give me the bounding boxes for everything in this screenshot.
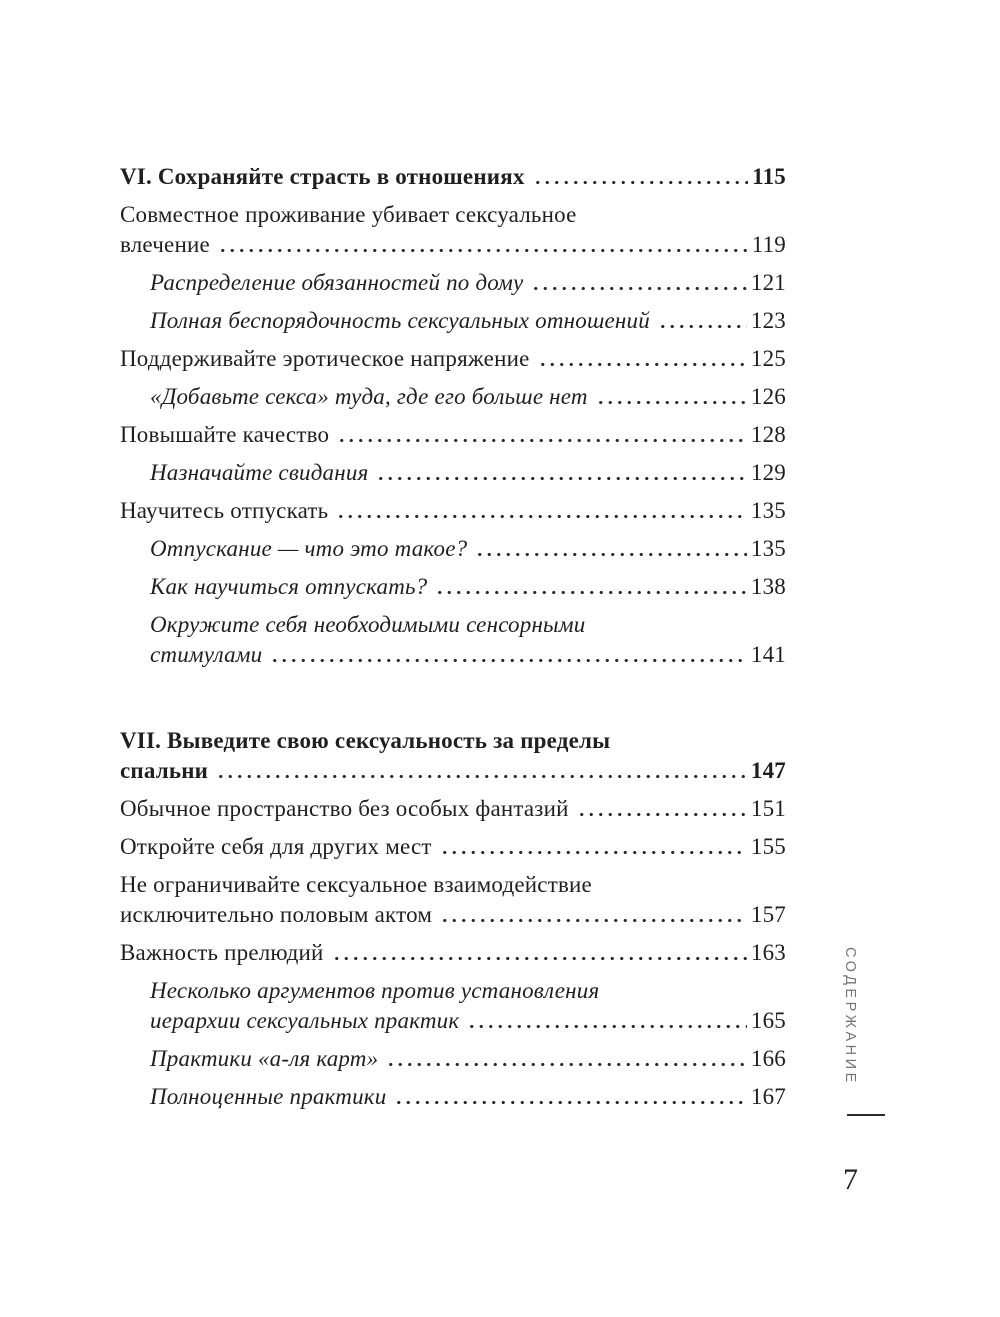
dot-leader (337, 437, 747, 442)
dot-leader (376, 475, 746, 480)
toc-entry-page: 141 (750, 642, 786, 667)
toc-entry-page: 138 (750, 574, 786, 599)
toc-entry-title: Как научиться отпускать? (150, 574, 428, 599)
toc-entry-title: Отпускание — что это такое? (150, 536, 468, 561)
dot-leader (440, 917, 747, 922)
toc-entry-title: Научитесь отпускать (120, 498, 329, 523)
toc-entry-line (120, 794, 786, 824)
dot-leader (270, 657, 747, 662)
toc-entry (120, 458, 786, 488)
toc-entry-line (150, 306, 786, 336)
toc-entry-line (150, 534, 786, 564)
dot-leader (440, 849, 747, 854)
toc-entry (120, 1044, 786, 1074)
dot-leader (596, 399, 747, 404)
toc-entry-line (120, 496, 786, 526)
toc-entry-page: 166 (750, 1046, 786, 1071)
toc-entry-continuation: Совместное проживание убивает сексуальное (120, 202, 577, 227)
toc-entry-page: 129 (750, 460, 786, 485)
toc-entry (120, 420, 786, 450)
toc-entry-page: 155 (750, 834, 786, 859)
dot-leader (394, 1099, 746, 1104)
dot-leader (218, 247, 748, 252)
dot-leader (332, 955, 747, 960)
toc-entry-continuation: Окружите себя необходимыми сенсорными (150, 612, 586, 637)
toc-entry (120, 496, 786, 526)
toc-entry (120, 344, 786, 374)
dot-leader (538, 361, 747, 366)
toc (120, 162, 786, 1120)
running-title-vertical: СОДЕРЖАНИЕ (842, 947, 858, 1086)
toc-entry-page: 115 (752, 164, 786, 189)
toc-entry-title: Практики «а-ля карт» (150, 1046, 379, 1071)
toc-entry (120, 382, 786, 412)
toc-entry-line (150, 572, 786, 602)
toc-entry (120, 870, 786, 930)
toc-entry (120, 1082, 786, 1112)
toc-entry-continuation: Не ограничивайте сексуальное взаимодействие (120, 872, 592, 897)
toc-entry-line (150, 1082, 786, 1112)
toc-entry-title: Обычное пространство без особых фантазий (120, 796, 569, 821)
toc-entry (120, 938, 786, 968)
dot-leader (533, 179, 749, 184)
toc-entry-line (120, 420, 786, 450)
toc-entry-title: Полная беспорядочность сексуальных отношений (150, 308, 650, 333)
toc-entry-line (120, 230, 786, 260)
dot-leader (435, 589, 747, 594)
toc-entry-page: 135 (750, 536, 786, 561)
toc-entry-title: Повышайте качество (120, 422, 330, 447)
toc-entry (120, 610, 786, 670)
toc-entry (120, 976, 786, 1036)
toc-entry-page: 151 (750, 796, 786, 821)
toc-entry-title: «Добавьте секса» туда, где его больше нет (150, 384, 588, 409)
toc-entry (120, 200, 786, 260)
toc-entry-page: 135 (750, 498, 786, 523)
dot-leader (531, 285, 746, 290)
toc-entry-page: 165 (750, 1008, 786, 1033)
toc-entry-page: 163 (750, 940, 786, 965)
toc-entry-title: Распределение обязанностей по дому (150, 270, 524, 295)
toc-entry-line (150, 268, 786, 298)
toc-entry-line (120, 162, 786, 192)
toc-entry (120, 534, 786, 564)
toc-entry-line (150, 1044, 786, 1074)
dot-leader (658, 323, 747, 328)
toc-entry-line (120, 900, 786, 930)
toc-entry-title: исключительно половым актом (120, 902, 433, 927)
toc-entry (120, 726, 786, 786)
toc-entry-line (120, 832, 786, 862)
toc-entry-title: спальни (120, 758, 209, 783)
dot-leader (475, 551, 747, 556)
toc-entry-line (150, 382, 786, 412)
toc-entry-title: Откройте себя для других мест (120, 834, 432, 859)
toc-entry (120, 832, 786, 862)
toc-entry-continuation: VII. Выведите свою сексуальность за пределы (120, 728, 611, 753)
toc-entry-page: 121 (750, 270, 786, 295)
toc-entry-continuation: Несколько аргументов против установления (150, 978, 600, 1003)
toc-entry-title: VI. Сохраняйте страсть в отношениях (120, 164, 525, 189)
toc-entry-line (120, 344, 786, 374)
toc-entry-line (150, 458, 786, 488)
toc-entry-page: 119 (751, 232, 786, 257)
toc-entry-page: 126 (750, 384, 786, 409)
toc-entry-title: иерархии сексуальных практик (150, 1008, 460, 1033)
toc-entry-title: Полноценные практики (150, 1084, 387, 1109)
toc-entry (120, 794, 786, 824)
toc-entry-title: влечение (120, 232, 210, 257)
dot-leader (577, 811, 747, 816)
toc-entry (120, 306, 786, 336)
toc-entry-page: 157 (750, 902, 786, 927)
dot-leader (336, 513, 747, 518)
toc-entry-page: 125 (750, 346, 786, 371)
toc-entry-line (120, 938, 786, 968)
dot-leader (386, 1061, 747, 1066)
toc-entry-line (150, 640, 786, 670)
toc-entry-title: Назначайте свидания (150, 460, 369, 485)
toc-entry (120, 572, 786, 602)
toc-entry-line (150, 1006, 786, 1036)
margin-rule (847, 1114, 885, 1116)
toc-entry-title: Поддерживайте эротическое напряжение (120, 346, 530, 371)
dot-leader (216, 773, 747, 778)
toc-entry (120, 268, 786, 298)
toc-section (120, 162, 786, 670)
toc-entry-line (120, 756, 786, 786)
toc-entry-page: 147 (750, 758, 786, 783)
toc-entry-page: 128 (750, 422, 786, 447)
toc-entry-title: Важность прелюдий (120, 940, 324, 965)
page-number: 7 (843, 1163, 858, 1196)
toc-entry-title: стимулами (150, 642, 263, 667)
toc-entry (120, 162, 786, 192)
toc-section (120, 726, 786, 1112)
dot-leader (467, 1023, 747, 1028)
toc-entry-page: 123 (750, 308, 786, 333)
toc-entry-page: 167 (750, 1084, 786, 1109)
